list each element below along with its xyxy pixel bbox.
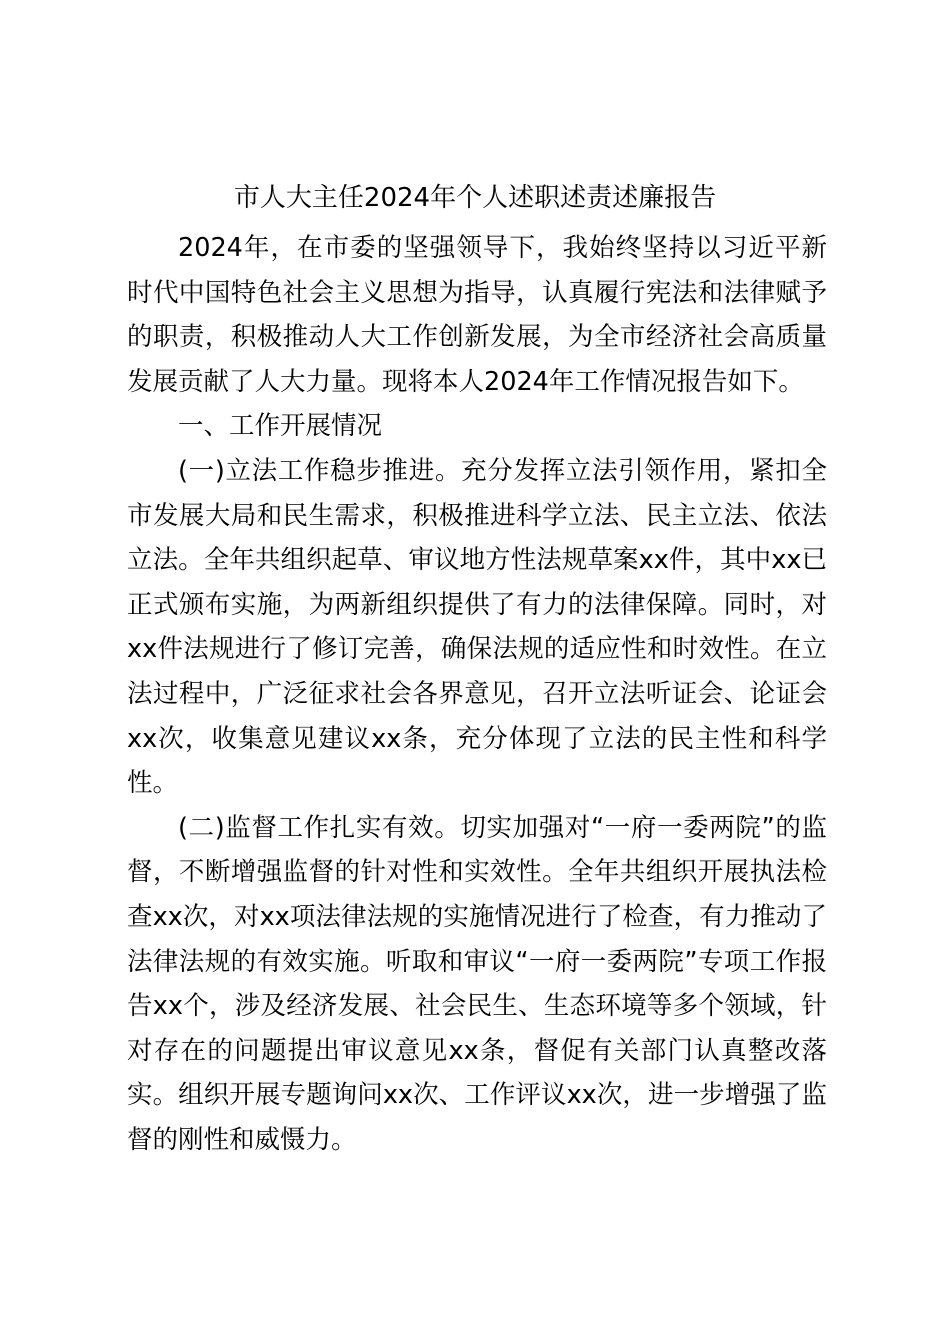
document-body	[127, 226, 827, 1162]
supervision-paragraph: (二)监督工作扎实有效。切实加强对“一府一委两院”的监督，不断增强监督的针对性和实效性。全年共组织开展执法检查xx次，对xx项法律法规的实施情况进行了检查，有力推动了法律法规的有效实施。听取和审议“一府一委两院”专项工作报告xx个，涉及经济发展、社会民生、生态环境等多个领域，针对存在的问题提出审议意见xx条，督促有关部门认真整改落实。组织开展专题询问xx次、工作评议xx次，进一步增强了监督的刚性和威慑力。	[127, 812, 827, 1155]
section-heading: 一、工作开展情况	[178, 411, 383, 442]
document-title: 市人大主任2024年个人述职述责述廉报告	[233, 183, 717, 213]
intro-paragraph: 2024年，在市委的坚强领导下，我始终坚持以习近平新时代中国特色社会主义思想为指导，认真履行宪法和法律赋予的职责，积极推动人大工作创新发展，为全市经济社会高质量发展贡献了人大力量。现将本人2024年工作情况报告如下。	[127, 233, 827, 397]
legislation-paragraph: (一)立法工作稳步推进。充分发挥立法引领作用，紧扣全市发展大局和民生需求，积极推进科学立法、民主立法、依法立法。全年共组织起草、审议地方性法规草案xx件，其中xx已正式颁布实施，为两新组织提供了有力的法律保障。同时，对xx件法规进行了修订完善，确保法规的适应性和时效性。在立法过程中，广泛征求社会各界意见，召开立法听证会、论证会xx次，收集意见建议xx条，充分体现了立法的民主性和科学性。	[127, 455, 827, 799]
